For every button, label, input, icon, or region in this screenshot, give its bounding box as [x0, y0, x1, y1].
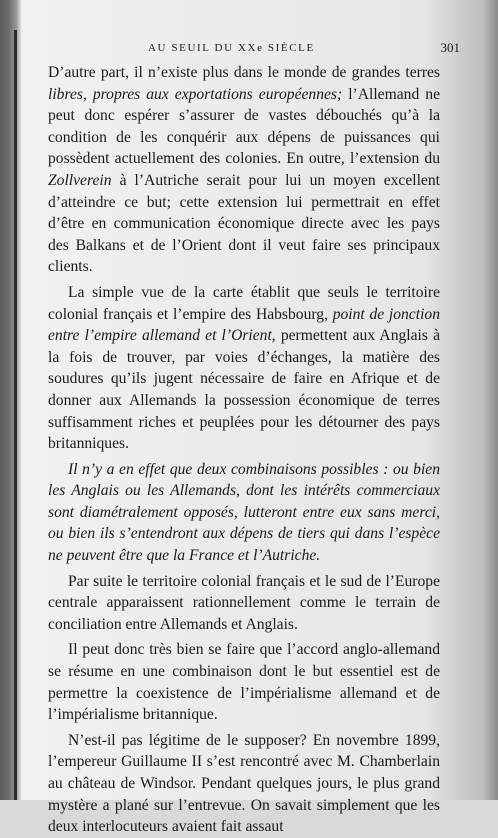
page-header: [70, 40, 460, 60]
running-title: AU SEUIL DU XXe SIÈCLE: [148, 42, 315, 54]
paragraph-3: Il n’y a en effet que deux combinaisons possibles : ou bien les Anglais ou les Allemands, dont les intérêts commerciaux sont diamétralement opposés, lutteront entre eux sans merci, ou bien ils s’entendront aux dépens de tiers qui dans l’espèce ne peuvent être que la France et l’Autriche.: [48, 460, 440, 565]
page-gutter-shadow: [0, 0, 22, 800]
paragraph-1: [48, 62, 440, 278]
paragraph-2-italic: point de jonction entre l’empire allemand et l’Orient,: [48, 305, 440, 345]
paragraph-1-part-1: D’autre part, il n’existe plus dans le monde de grandes terres: [48, 64, 440, 81]
paragraph-4: Par suite le territoire colonial français et le sud de l’Europe centrale apparaissent rationnellement comme le terrain de conciliation entre Allemands et Anglais.: [48, 572, 440, 633]
paragraph-5: Il peut donc très bien se faire que l’accord anglo-allemand se résume en une combinaison dont le but essentiel est de permettre la coexistence de l’impérialisme allemand et de l’impérialisme britannique.: [48, 641, 440, 724]
body-text: [48, 62, 440, 838]
paragraph-1-italic-2: Zollverein: [48, 171, 112, 189]
paragraph-1-part-5: à l’Autriche serait pour lui un moyen excellent d’atteindre ce but; cette extension lui permettrait en effet d’être en communication économique directe avec les pays des Balkans et de l’Orient dont il veut faire ses principaux clients.: [48, 171, 440, 276]
book-spine-edge: [14, 30, 17, 800]
paragraph-1-italic-1: libres, propres aux exportations européennes;: [48, 85, 343, 103]
paragraph-2-part-3: permettent aux Anglais à la fois de trouver, par voies d’échanges, la matière des soudures qu’ils jugent nécessaire de faire en Afrique et de donner aux Allemands la possession économique de terres suffisamment riches et peuplées pour les détourner des pays britanniques.: [48, 327, 440, 453]
paragraph-2-part-1: La simple vue de la carte établit que seuls le territoire colonial français et l’empire des Habsbourg,: [48, 283, 440, 323]
paragraph-2: [48, 282, 440, 455]
paragraph-1-part-3: l’Allemand ne peut donc espérer s’assurer de vastes débouchés qu’à la condition de les conquérir aux dépens de puissances qui possèdent actuellement des colonies. En outre, l’extension du: [48, 85, 440, 168]
page-number: 301: [440, 40, 460, 55]
paragraph-6: N’est-il pas légitime de le supposer? En novembre 1899, l’empereur Guillaume II s’est rencontré avec M. Chamberlain au château de Windsor. Pendant quelques jours, le plus grand mystère a plané sur l’entrevue. On savait simplement que les deux interlocuteurs avaient fait assaut: [48, 731, 440, 836]
